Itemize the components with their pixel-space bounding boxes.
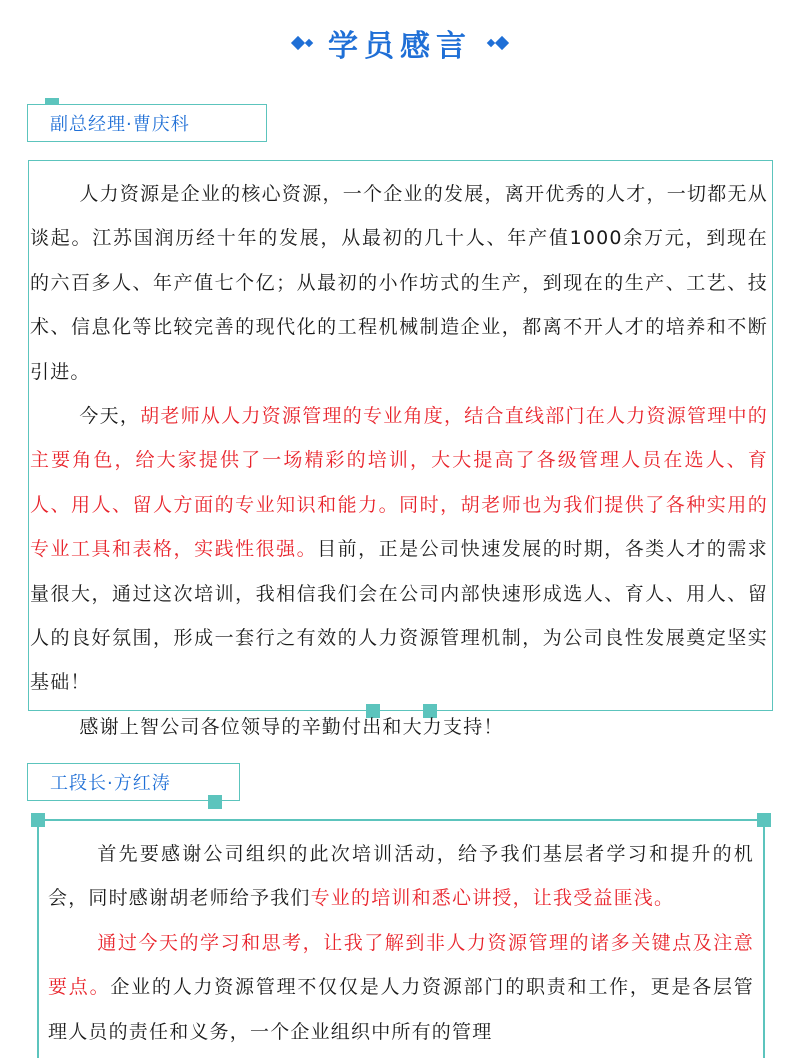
paragraph [30, 705, 768, 749]
highlighted-text: 专业的培训和悉心讲授，让我受益匪浅。 [310, 887, 675, 910]
section-label: 副总经理·曹庆科 [27, 104, 267, 142]
paragraph [30, 172, 768, 394]
body-text: 首先要感谢公司组织的此次培训活动，给予我们基层者学习和提升的机会，同时感谢胡老师给予我们 [48, 843, 754, 910]
highlighted-text: 通过今天的学习和思考，让我了解到非人力资源管理的诸多关键点及注意要点。 [48, 931, 754, 999]
body-text: 今天， [79, 405, 141, 428]
paragraph [48, 832, 754, 921]
frame-corner-square-icon [31, 813, 45, 827]
section-label: 工段长·方红涛 [27, 763, 240, 801]
section-text [30, 172, 768, 749]
body-text: 企业的人力资源管理不仅仅是人力资源部门的职责和工作，更是各层管理人员的责任和义务，一个企业组织中所有的管理 [48, 976, 755, 1043]
corner-square-icon [208, 795, 222, 809]
highlighted-text: 胡老师从人力资源管理的专业角度，结合直线部门在人力资源管理中的主要角色，给大家提供了一场精彩的培训，大大提高了各级管理人员在选人、育人、用人、留人方面的专业知识和能力。同时，胡老师也为我们提供了各种实用的专业工具和表格，实践性很强。 [30, 405, 768, 561]
left-diamond-ornament [293, 38, 312, 48]
right-diamond-ornament [488, 38, 507, 48]
paragraph [48, 921, 754, 1054]
body-text: 感谢上智公司各位领导的辛勤付出和大力支持！ [79, 715, 504, 738]
page-header [0, 18, 800, 68]
section-text [48, 832, 754, 1054]
paragraph [30, 394, 768, 705]
body-text: 目前，正是公司快速发展的时期，各类人才的需求量很大，通过这次培训，我相信我们会在公司内部快速形成选人、育人、用人、留人的良好氛围，形成一套行之有效的人力资源管理机制，为公司良性发展奠定坚实基础！ [30, 538, 768, 694]
page-title: 学员感言 [328, 29, 472, 64]
frame-corner-square-icon [757, 813, 771, 827]
frame-top-border [40, 819, 764, 821]
body-text: 人力资源是企业的核心资源，一个企业的发展，离开优秀的人才，一切都无从谈起。江苏国润历经十年的发展，从最初的几十人、年产值1000余万元，到现在的六百多人、年产值七个亿；从最初的小作坊式的生产，到现在的生产、工艺、技术、信息化等比较完善的现代化的工程机械制造企业，都离不开人才的培养和不断引进。 [30, 183, 768, 383]
frame-right-border [763, 820, 765, 1058]
frame-left-border [37, 820, 39, 1058]
